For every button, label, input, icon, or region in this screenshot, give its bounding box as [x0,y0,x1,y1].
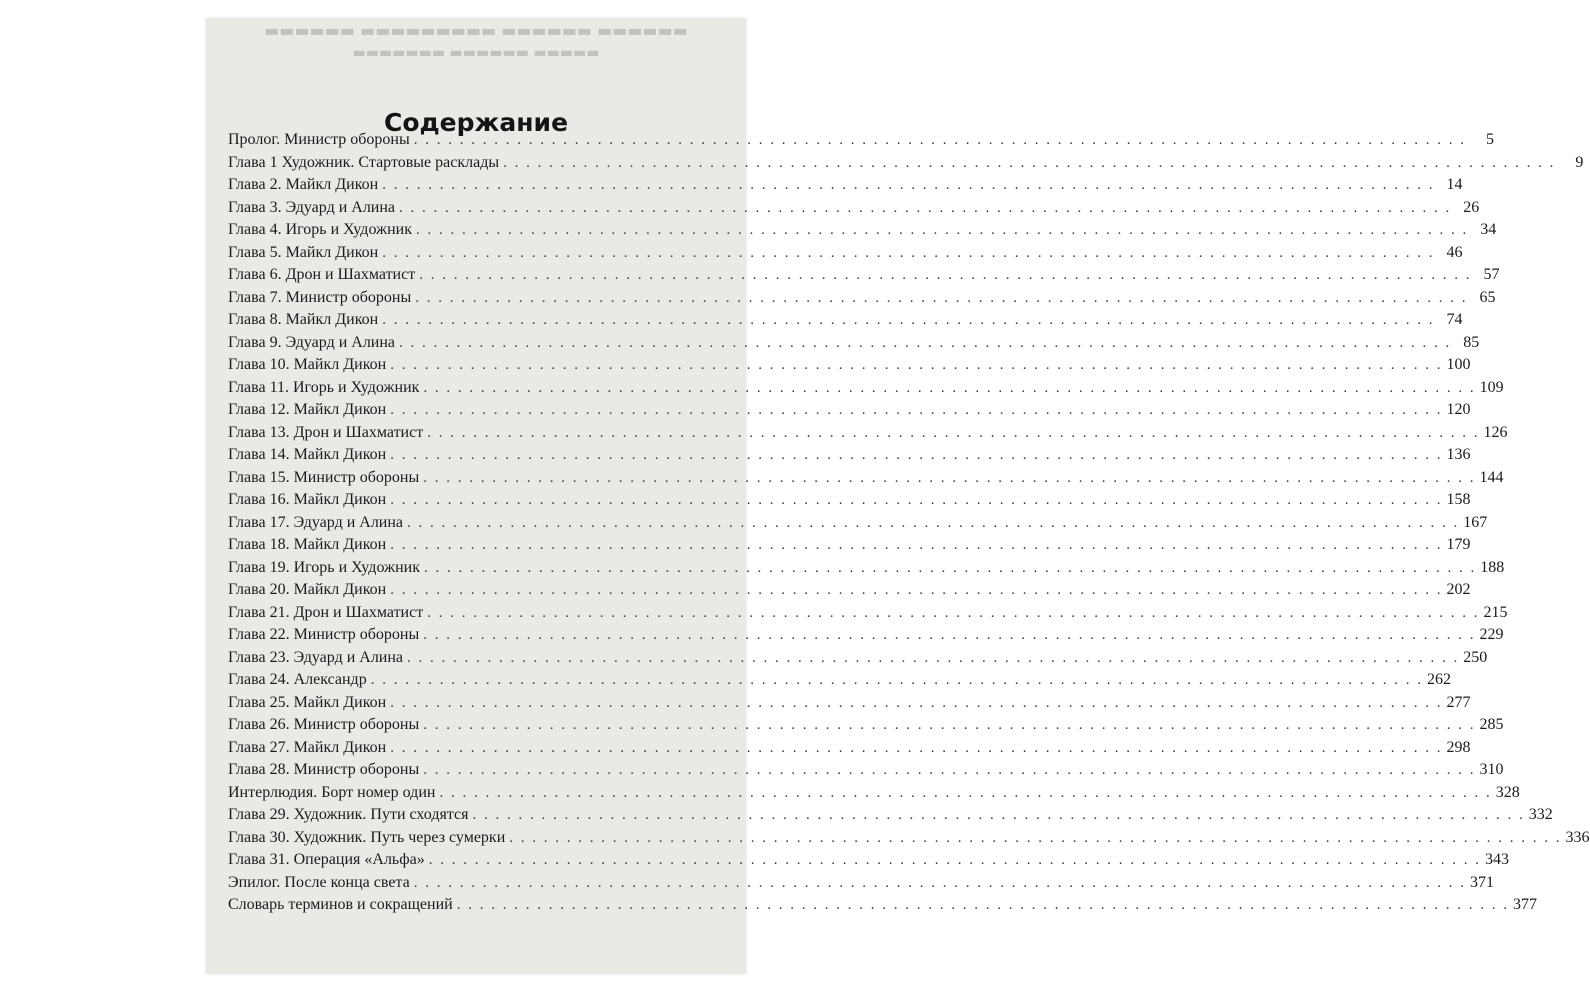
toc-dot-leader: . . . . . . . . . . . . . . . . . . . . . . . . . . . . . . . . . . . . . . . . . . . . . . . . . . . . . . . . . . . . . . . . . . . . . . . . . . . . . . . . . . . . . . . . . . . . [390,357,1443,373]
toc-entry-title: Глава 17. Эдуард и Алина [228,513,404,531]
toc-page-number: 343 [1484,851,1509,868]
toc-entry[interactable] [228,153,1584,177]
toc-entry-title: Глава 29. Художник. Пути сходятся [228,806,469,823]
toc-entry[interactable] [228,333,1480,357]
toc-entry[interactable] [228,558,1505,582]
toc-dot-leader: . . . . . . . . . . . . . . . . . . . . . . . . . . . . . . . . . . . . . . . . . . . . . . . . . . . . . . . . . . . . . . . . . . . . . . . . . . . . . . . . . . . . . . . . . . . . [427,424,1480,441]
toc-entry[interactable] [228,468,1504,492]
toc-dot-leader: . . . . . . . . . . . . . . . . . . . . . . . . . . . . . . . . . . . . . . . . . . . . . . . . . . . . . . . . . . . . . . . . . . . . . . . . . . . . . . . . . . . . . . . . . . . . [390,739,1443,756]
toc-page-number: 229 [1479,626,1504,643]
toc-entry-title: Глава 31. Операция «Альфа» [228,851,425,868]
toc-entry[interactable] [228,221,1497,244]
toc-page-number: 277 [1446,693,1471,711]
toc-entry-title: Пролог. Министр обороны [228,131,410,148]
toc-dot-leader: . . . . . . . . . . . . . . . . . . . . . . . . . . . . . . . . . . . . . . . . . . . . . . . . . . . . . . . . . . . . . . . . . . . . . . . . . . . . . . . . . . . . . . . . . . . . [423,469,1476,486]
toc-page-number: 262 [1426,671,1451,688]
toc-entry[interactable] [228,851,1509,874]
toc-entry-title: Глава 21. Дрон и Шахматист [228,603,424,621]
bleed-through-text-line: ▬▬▬▬▬▬ ▬▬▬▬▬▬ ▬▬▬▬▬▬▬▬▬ ▬▬▬▬▬▬ [264,21,688,40]
toc-dot-leader: . . . . . . . . . . . . . . . . . . . . . . . . . . . . . . . . . . . . . . . . . . . . . . . . . . . . . . . . . . . . . . . . . . . . . . . . . . . . . . . . . . . . . . . . . . . . [472,807,1525,823]
toc-entry-title: Глава 4. Игорь и Художник [228,221,412,238]
toc-page-number: 85 [1463,333,1480,351]
toc-dot-leader: . . . . . . . . . . . . . . . . . . . . . . . . . . . . . . . . . . . . . . . . . . . . . . . . . . . . . . . . . . . . . . . . . . . . . . . . . . . . . . . . . . . . . . . . . . . . [390,402,1443,418]
toc-entry-title: Глава 2. Майкл Дикон [228,176,379,193]
toc-page-number: 109 [1479,378,1504,396]
toc-dot-leader: . . . . . . . . . . . . . . . . . . . . . . . . . . . . . . . . . . . . . . . . . . . . . . . . . . . . . . . . . . . . . . . . . . . . . . . . . . . . . . . . . . . . . . . . . . . . [419,267,1472,283]
toc-page-number: 215 [1483,603,1508,621]
toc-entry[interactable] [228,176,1463,199]
toc-dot-leader: . . . . . . . . . . . . . . . . . . . . . . . . . . . . . . . . . . . . . . . . . . . . . . . . . . . . . . . . . . . . . . . . . . . . . . . . . . . . . . . . . . . . . . . . . . . . [423,717,1476,733]
toc-entry-title: Глава 10. Майкл Дикон [228,356,387,373]
toc-entry-title: Глава 7. Министр обороны [228,288,412,306]
toc-dot-leader: . . . . . . . . . . . . . . . . . . . . . . . . . . . . . . . . . . . . . . . . . . . . . . . . . . . . . . . . . . . . . . . . . . . . . . . . . . . . . . . . . . . . . . . . . . . . [424,559,1477,576]
toc-entry-title: Глава 6. Дрон и Шахматист [228,266,416,283]
toc-page-number: 120 [1446,401,1471,418]
toc-page-number: 328 [1495,783,1520,801]
toc-page-number: 250 [1463,648,1488,666]
toc-entry-title: Словарь терминов и сокращений [228,896,453,913]
toc-entry-title: Глава 15. Министр обороны [228,468,420,486]
toc-entry-title: Интерлюдия. Борт номер один [228,783,436,801]
toc-entry[interactable] [228,401,1471,424]
toc-dot-leader: . . . . . . . . . . . . . . . . . . . . . . . . . . . . . . . . . . . . . . . . . . . . . . . . . . . . . . . . . . . . . . . . . . . . . . . . . . . . . . . . . . . . . . . . . . . . [427,604,1480,621]
toc-entry-title: Глава 25. Майкл Дикон [228,693,387,711]
toc-dot-leader: . . . . . . . . . . . . . . . . . . . . . . . . . . . . . . . . . . . . . . . . . . . . . . . . . . . . . . . . . . . . . . . . . . . . . . . . . . . . . . . . . . . . . . . . . . . . [407,514,1460,531]
toc-page-number: 136 [1446,446,1471,463]
toc-page-number: 310 [1479,761,1504,778]
toc-page-number: 34 [1480,221,1497,238]
toc-entry[interactable] [228,131,1494,154]
toc-entry[interactable] [228,536,1471,559]
toc-entry-title: Глава 12. Майкл Дикон [228,401,387,418]
toc-entry[interactable] [228,896,1537,919]
toc-entry-title: Глава 1 Художник. Стартовые расклады [228,153,500,171]
toc-dot-leader: . . . . . . . . . . . . . . . . . . . . . . . . . . . . . . . . . . . . . . . . . . . . . . . . . . . . . . . . . . . . . . . . . . . . . . . . . . . . . . . . . . . . . . . . . . . . [382,244,1435,261]
toc-page-number: 377 [1512,896,1537,913]
toc-entry[interactable] [228,581,1471,604]
toc-dot-leader: . . . . . . . . . . . . . . . . . . . . . . . . . . . . . . . . . . . . . . . . . . . . . . . . . . . . . . . . . . . . . . . . . . . . . . . . . . . . . . . . . . . . . . . . . . . . [503,154,1556,171]
toc-dot-leader: . . . . . . . . . . . . . . . . . . . . . . . . . . . . . . . . . . . . . . . . . . . . . . . . . . . . . . . . . . . . . . . . . . . . . . . . . . . . . . . . . . . . . . . . . . . . [407,649,1460,666]
toc-page-number: 144 [1479,468,1504,486]
toc-entry[interactable] [228,423,1508,447]
toc-entry-title: Глава 5. Майкл Дикон [228,243,379,261]
toc-entry[interactable] [228,626,1504,649]
toc-entry-title: Глава 9. Эдуард и Алина [228,333,396,351]
toc-entry-title: Глава 18. Майкл Дикон [228,536,387,553]
toc-entry[interactable] [228,603,1508,627]
toc-dot-leader: . . . . . . . . . . . . . . . . . . . . . . . . . . . . . . . . . . . . . . . . . . . . . . . . . . . . . . . . . . . . . . . . . . . . . . . . . . . . . . . . . . . . . . . . . . . . [456,897,1509,913]
toc-entry-title: Глава 14. Майкл Дикон [228,446,387,463]
toc-entry-title: Глава 16. Майкл Дикон [228,491,387,508]
toc-page-number: 14 [1446,176,1463,193]
toc-entry[interactable] [228,446,1471,469]
toc-entry-title: Глава 11. Игорь и Художник [228,378,420,396]
toc-dot-leader: . . . . . . . . . . . . . . . . . . . . . . . . . . . . . . . . . . . . . . . . . . . . . . . . . . . . . . . . . . . . . . . . . . . . . . . . . . . . . . . . . . . . . . . . . . . . [439,784,1492,801]
toc-entry[interactable] [228,243,1463,267]
toc-page-number: 9 [1575,153,1584,171]
toc-page-number: 202 [1446,581,1471,598]
toc-page-number: 65 [1479,288,1496,306]
toc-entry-title: Глава 27. Майкл Дикон [228,738,387,756]
toc-page-number: 57 [1483,266,1500,283]
toc-entry[interactable] [228,378,1504,402]
book-page [206,18,1590,974]
toc-dot-leader: . . . . . . . . . . . . . . . . . . . . . . . . . . . . . . . . . . . . . . . . . . . . . . . . . . . . . . . . . . . . . . . . . . . . . . . . . . . . . . . . . . . . . . . . . . . . [423,379,1476,396]
toc-dot-leader: . . . . . . . . . . . . . . . . . . . . . . . . . . . . . . . . . . . . . . . . . . . . . . . . . . . . . . . . . . . . . . . . . . . . . . . . . . . . . . . . . . . . . . . . . . . . [416,222,1469,238]
toc-entry[interactable] [228,648,1488,672]
toc-entry-title: Глава 24. Александр [228,671,367,688]
toc-dot-leader: . . . . . . . . . . . . . . . . . . . . . . . . . . . . . . . . . . . . . . . . . . . . . . . . . . . . . . . . . . . . . . . . . . . . . . . . . . . . . . . . . . . . . . . . . . . . [382,177,1435,193]
toc-entry-title: Глава 28. Министр обороны [228,761,420,778]
toc-entry[interactable] [228,266,1500,289]
toc-entry[interactable] [228,311,1463,334]
toc-entry-title: Эпилог. После конца света [228,873,410,891]
toc-dot-leader: . . . . . . . . . . . . . . . . . . . . . . . . . . . . . . . . . . . . . . . . . . . . . . . . . . . . . . . . . . . . . . . . . . . . . . . . . . . . . . . . . . . . . . . . . . . . [390,447,1443,463]
toc-dot-leader: . . . . . . . . . . . . . . . . . . . . . . . . . . . . . . . . . . . . . . . . . . . . . . . . . . . . . . . . . . . . . . . . . . . . . . . . . . . . . . . . . . . . . . . . . . . . [399,199,1452,216]
toc-entry-title: Глава 20. Майкл Дикон [228,581,387,598]
toc-entry[interactable] [228,828,1590,852]
toc-entry-title: Глава 3. Эдуард и Алина [228,198,396,216]
toc-dot-leader: . . . . . . . . . . . . . . . . . . . . . . . . . . . . . . . . . . . . . . . . . . . . . . . . . . . . . . . . . . . . . . . . . . . . . . . . . . . . . . . . . . . . . . . . . . . . [390,537,1443,553]
toc-entry[interactable] [228,288,1496,312]
toc-page-number: 298 [1446,738,1471,756]
toc-entry[interactable] [228,738,1471,762]
toc-dot-leader: . . . . . . . . . . . . . . . . . . . . . . . . . . . . . . . . . . . . . . . . . . . . . . . . . . . . . . . . . . . . . . . . . . . . . . . . . . . . . . . . . . . . . . . . . . . . [390,694,1443,711]
toc-entry[interactable] [228,716,1504,739]
bleed-through-text-line: ▬▬▬▬▬ ▬▬▬▬▬▬ ▬▬▬▬▬▬▬ [352,45,600,61]
toc-dot-leader: . . . . . . . . . . . . . . . . . . . . . . . . . . . . . . . . . . . . . . . . . . . . . . . . . . . . . . . . . . . . . . . . . . . . . . . . . . . . . . . . . . . . . . . . . . . . [413,132,1466,148]
toc-page-number: 371 [1469,873,1494,891]
toc-dot-leader: . . . . . . . . . . . . . . . . . . . . . . . . . . . . . . . . . . . . . . . . . . . . . . . . . . . . . . . . . . . . . . . . . . . . . . . . . . . . . . . . . . . . . . . . . . . . [370,672,1423,688]
toc-dot-leader: . . . . . . . . . . . . . . . . . . . . . . . . . . . . . . . . . . . . . . . . . . . . . . . . . . . . . . . . . . . . . . . . . . . . . . . . . . . . . . . . . . . . . . . . . . . . [428,852,1481,868]
toc-entry-title: Глава 13. Дрон и Шахматист [228,423,424,441]
toc-entry-title: Глава 30. Художник. Путь через сумерки [228,828,506,846]
toc-entry[interactable] [228,783,1520,807]
toc-page-number: 100 [1446,356,1471,373]
toc-entry[interactable] [228,873,1494,897]
toc-entry-title: Глава 8. Майкл Дикон [228,311,379,328]
toc-page-number: 336 [1565,828,1590,846]
toc-entry[interactable] [228,356,1471,379]
toc-page-number: 26 [1463,198,1480,216]
toc-dot-leader: . . . . . . . . . . . . . . . . . . . . . . . . . . . . . . . . . . . . . . . . . . . . . . . . . . . . . . . . . . . . . . . . . . . . . . . . . . . . . . . . . . . . . . . . . . . . [390,582,1443,598]
table-of-contents [228,131,1590,919]
toc-entry[interactable] [228,513,1488,537]
toc-page-number: 126 [1483,423,1508,441]
toc-entry[interactable] [228,198,1480,222]
toc-page-number: 5 [1486,131,1494,148]
toc-dot-leader: . . . . . . . . . . . . . . . . . . . . . . . . . . . . . . . . . . . . . . . . . . . . . . . . . . . . . . . . . . . . . . . . . . . . . . . . . . . . . . . . . . . . . . . . . . . . [423,762,1476,778]
toc-entry[interactable] [228,671,1451,694]
toc-dot-leader: . . . . . . . . . . . . . . . . . . . . . . . . . . . . . . . . . . . . . . . . . . . . . . . . . . . . . . . . . . . . . . . . . . . . . . . . . . . . . . . . . . . . . . . . . . . . [390,492,1443,508]
toc-entry[interactable] [228,761,1504,784]
toc-page-number: 332 [1528,806,1553,823]
toc-entry-title: Глава 19. Игорь и Художник [228,558,420,576]
toc-entry[interactable] [228,693,1471,717]
toc-dot-leader: . . . . . . . . . . . . . . . . . . . . . . . . . . . . . . . . . . . . . . . . . . . . . . . . . . . . . . . . . . . . . . . . . . . . . . . . . . . . . . . . . . . . . . . . . . . . [382,312,1435,328]
toc-page-number: 285 [1479,716,1504,733]
toc-page-number: 158 [1446,491,1471,508]
toc-dot-leader: . . . . . . . . . . . . . . . . . . . . . . . . . . . . . . . . . . . . . . . . . . . . . . . . . . . . . . . . . . . . . . . . . . . . . . . . . . . . . . . . . . . . . . . . . . . . [509,829,1562,846]
toc-page-number: 188 [1480,558,1505,576]
toc-page-number: 179 [1446,536,1471,553]
toc-heading: Содержание [383,107,569,137]
toc-page-number: 46 [1446,243,1463,261]
toc-entry[interactable] [228,491,1471,514]
toc-page-number: 167 [1463,513,1488,531]
toc-dot-leader: . . . . . . . . . . . . . . . . . . . . . . . . . . . . . . . . . . . . . . . . . . . . . . . . . . . . . . . . . . . . . . . . . . . . . . . . . . . . . . . . . . . . . . . . . . . . [413,874,1466,891]
toc-entry-title: Глава 23. Эдуард и Алина [228,648,404,666]
toc-dot-leader: . . . . . . . . . . . . . . . . . . . . . . . . . . . . . . . . . . . . . . . . . . . . . . . . . . . . . . . . . . . . . . . . . . . . . . . . . . . . . . . . . . . . . . . . . . . . [415,289,1468,306]
toc-entry-title: Глава 22. Министр обороны [228,626,420,643]
toc-entry[interactable] [228,806,1553,829]
toc-page-number: 74 [1446,311,1463,328]
toc-entry-title: Глава 26. Министр обороны [228,716,420,733]
toc-dot-leader: . . . . . . . . . . . . . . . . . . . . . . . . . . . . . . . . . . . . . . . . . . . . . . . . . . . . . . . . . . . . . . . . . . . . . . . . . . . . . . . . . . . . . . . . . . . . [423,627,1476,643]
toc-dot-leader: . . . . . . . . . . . . . . . . . . . . . . . . . . . . . . . . . . . . . . . . . . . . . . . . . . . . . . . . . . . . . . . . . . . . . . . . . . . . . . . . . . . . . . . . . . . . [399,334,1452,351]
